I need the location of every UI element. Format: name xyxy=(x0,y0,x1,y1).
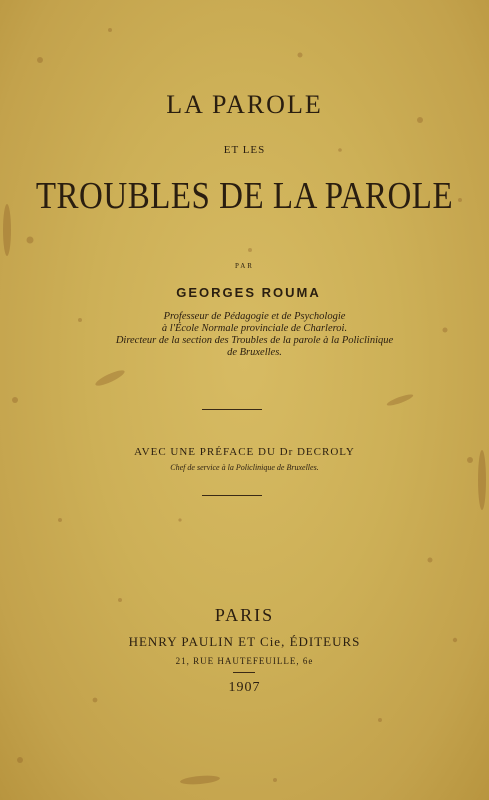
author-credential: Professeur de Pédagogie et de Psychologie xyxy=(163,311,346,322)
author-credential: de Bruxelles. xyxy=(227,347,282,358)
divider xyxy=(233,672,255,673)
author-credential: à l'École Normale provinciale de Charleroi. xyxy=(161,323,348,334)
divider xyxy=(202,409,262,410)
title-line-1: LA PAROLE xyxy=(166,90,323,119)
divider xyxy=(202,495,262,496)
preface-line: AVEC UNE PRÉFACE DU Dr DECROLY xyxy=(134,446,355,458)
imprint-year: 1907 xyxy=(228,680,261,695)
imprint-publisher: HENRY PAULIN ET Cie, ÉDITEURS xyxy=(128,634,361,649)
title-line-3: TROUBLES DE LA PAROLE xyxy=(35,176,454,218)
title-line-2: ET LES xyxy=(223,144,266,156)
by-label: PAR xyxy=(235,262,254,270)
author-name: GEORGES ROUMA xyxy=(176,285,321,300)
author-credential: Directeur de la section des Troubles de la parole à la Policlinique xyxy=(115,335,394,346)
imprint-address: 21, RUE HAUTEFEUILLE, 6e xyxy=(175,656,314,666)
preface-subtitle: Chef de service à la Policlinique de Bruxelles. xyxy=(170,463,319,472)
imprint-city: PARIS xyxy=(214,605,275,625)
